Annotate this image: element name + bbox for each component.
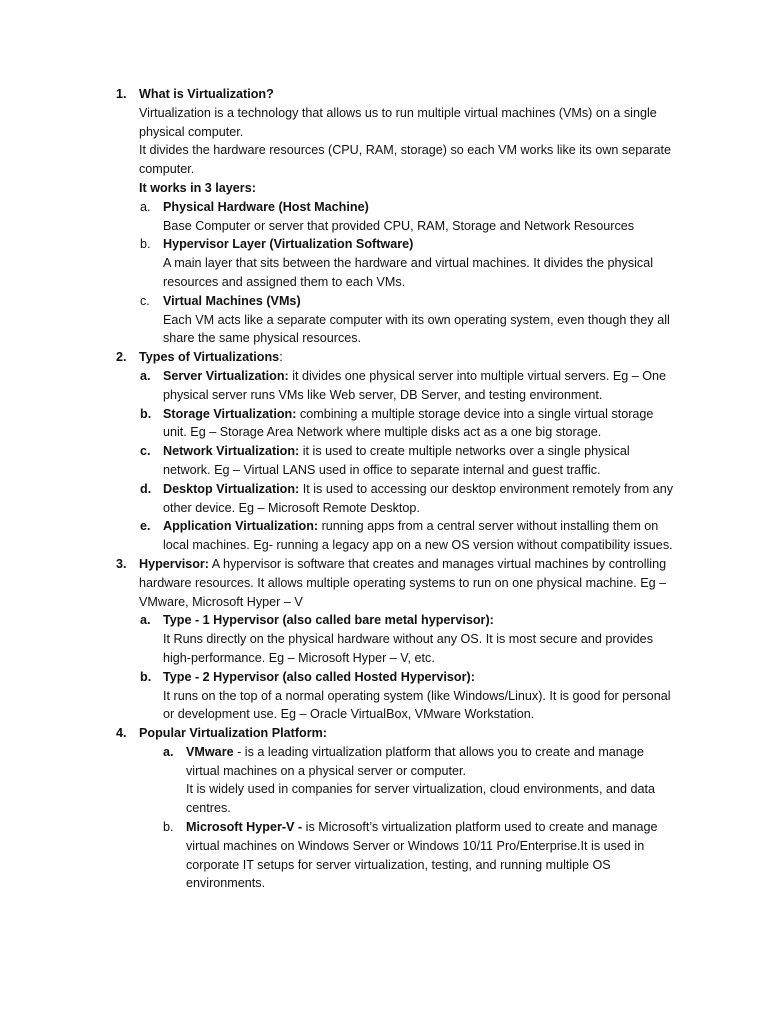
list-item xyxy=(0,442,675,480)
section-1 xyxy=(0,85,675,198)
list-item-text: It runs on the top of a normal operating system (like Windows/Linux). It is good for personal or development use. Eg – Oracle VirtualBox, VMware Workstation. xyxy=(163,688,671,722)
list-item xyxy=(0,198,675,236)
list-item xyxy=(0,818,676,893)
section-paragraph: It divides the hardware resources (CPU, RAM, storage) so each VM works like its own separate computer. xyxy=(139,143,671,177)
list-letter: b. xyxy=(140,406,152,421)
list-item-text: It is used to accessing our desktop environment remotely from any other device. Eg – Microsoft Remote Desktop. xyxy=(163,481,674,515)
list-letter: a. xyxy=(140,368,151,383)
list-item-text: Base Computer or server that provided CPU, RAM, Storage and Network Resources xyxy=(163,218,635,233)
list-item xyxy=(0,668,675,724)
list-letter: b. xyxy=(163,820,174,835)
list-letter: c. xyxy=(140,293,150,308)
list-item-text: - is a leading virtualization platform that allows you to create and manage virtual machines on a physical server or computer. xyxy=(186,744,644,778)
list-item-title: Virtual Machines (VMs) xyxy=(163,293,301,308)
section-title: Hypervisor: xyxy=(139,556,209,571)
section-3 xyxy=(0,555,675,611)
list-item-text: it divides one physical server into multiple virtual servers. Eg – One physical server runs VMs like Web server, DB Server, and testing environment. xyxy=(163,368,667,402)
list-letter: d. xyxy=(140,481,152,496)
list-letter: a. xyxy=(140,199,151,214)
list-item xyxy=(0,743,676,818)
list-item-text: is Microsoft’s virtualization platform used to create and manage virtual machines on Windows Server or Windows 10/11 Pro/Enterprise.It is used in corporate IT setups for server virtualization, testing, and running multiple OS environments. xyxy=(186,820,658,891)
section-title: What is Virtualization? xyxy=(139,87,274,101)
list-item-text: It Runs directly on the physical hardware without any OS. It is most secure and provides high-performance. Eg – Microsoft Hyper – V, etc. xyxy=(163,632,653,665)
section-number: 4. xyxy=(116,726,127,741)
list-item-title: Application Virtualization: xyxy=(163,519,319,534)
list-item-title: Microsoft Hyper-V - xyxy=(186,820,303,835)
list-item xyxy=(0,367,675,405)
section-number: 3. xyxy=(116,556,127,571)
list-letter: c. xyxy=(140,444,151,459)
list-letter: e. xyxy=(140,519,151,534)
list-item-text: running apps from a central server without installing them on local machines. Eg- running a legacy app on a new OS version without compatibility issues. xyxy=(163,519,673,553)
section-paragraph: A hypervisor is software that creates and manages virtual machines by controlling hardware resources. It allows multiple operating systems to run on one physical machine. Eg – VMware, Microsoft Hyper – V xyxy=(139,556,667,609)
list-item xyxy=(0,611,675,667)
layers-heading: It works in 3 layers: xyxy=(139,180,256,195)
list-letter: a. xyxy=(140,613,151,628)
list-item-title: Type - 1 Hypervisor (also called bare metal hypervisor): xyxy=(163,613,494,628)
list-item-text: it is used to create multiple networks over a single physical network. Eg – Virtual LANS used in office to separate internal and guest traffic. xyxy=(163,444,630,477)
list-letter: b. xyxy=(140,237,151,252)
document-page xyxy=(0,85,768,893)
section-number: 1. xyxy=(116,87,127,101)
list-item xyxy=(0,292,675,348)
list-item xyxy=(0,405,675,443)
list-item-text: It is widely used in companies for server virtualization, cloud environments, and data centres. xyxy=(186,782,656,816)
section-number: 2. xyxy=(116,350,127,365)
section-title-suffix: : xyxy=(279,350,283,365)
list-item xyxy=(0,517,675,555)
list-item-title: Desktop Virtualization: xyxy=(163,481,300,496)
list-letter: b. xyxy=(140,669,152,684)
list-item-title: VMware xyxy=(186,744,234,759)
list-item-title: Physical Hardware (Host Machine) xyxy=(163,199,369,214)
list-item xyxy=(0,480,675,518)
section-title: Popular Virtualization Platform: xyxy=(139,726,327,741)
list-item-title: Storage Virtualization: xyxy=(163,406,297,421)
list-letter: a. xyxy=(163,744,174,759)
section-2 xyxy=(0,348,675,367)
list-item-title: Server Virtualization: xyxy=(163,368,289,383)
section-paragraph: Virtualization is a technology that allows us to run multiple virtual machines (VMs) on a single physical computer. xyxy=(139,105,657,139)
list-item xyxy=(0,235,675,291)
list-item-title: Network Virtualization: xyxy=(163,444,300,459)
section-4 xyxy=(0,724,675,743)
list-item-text: A main layer that sits between the hardware and virtual machines. It divides the physical resources and assigned them to each VMs. xyxy=(163,256,654,289)
section-title: Types of Virtualizations xyxy=(139,350,280,365)
list-item-text: combining a multiple storage device into a single virtual storage unit. Eg – Storage Area Network where multiple disks act as a one big storage. xyxy=(163,406,654,440)
list-item-title: Type - 2 Hypervisor (also called Hosted Hypervisor): xyxy=(163,669,475,684)
list-item-text: Each VM acts like a separate computer with its own operating system, even though they all share the same physical resources. xyxy=(163,312,670,346)
list-item-title: Hypervisor Layer (Virtualization Software) xyxy=(163,237,414,252)
